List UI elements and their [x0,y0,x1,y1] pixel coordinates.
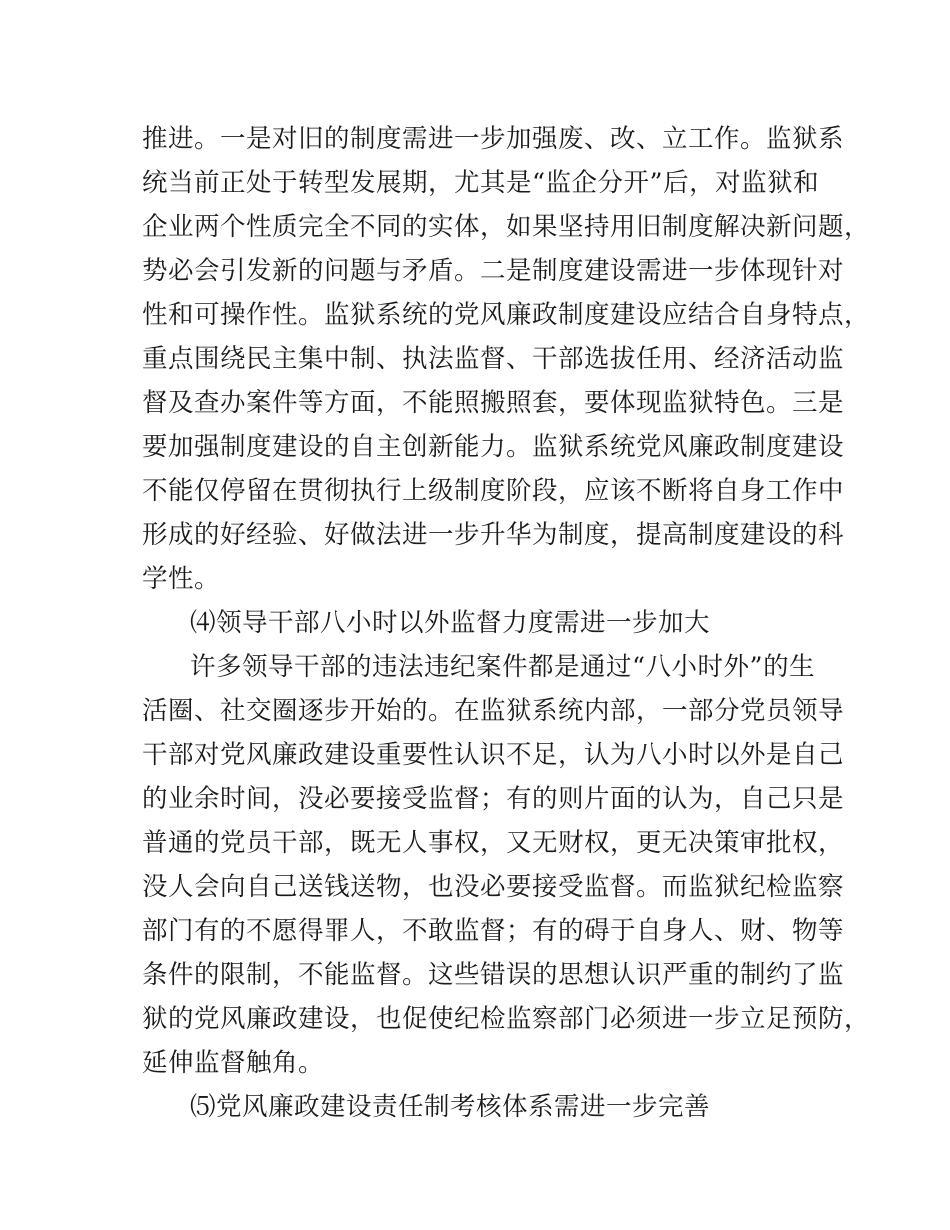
body-text-line: 干部对党风廉政建设重要性认识不足，认为八小时以外是自己 [142,740,845,770]
paragraph-first-line: 许多领导干部的违法违纪案件都是通过“八小时外”的生 [190,652,816,682]
body-text-line: 督及查办案件等方面，不能照搬照套，要体现监狱特色。三是 [142,388,845,418]
body-text-line: 延伸监督触角。 [142,1048,325,1078]
body-text-line: 重点围绕民主集中制、执法监督、干部选拔任用、经济活动监 [142,344,845,374]
body-text-line: 统当前正处于转型发展期，尤其是“监企分开”后，对监狱和 [142,168,820,198]
body-text-line: 形成的好经验、好做法进一步升华为制度，提高制度建设的科 [142,520,845,550]
body-text-line: 学性。 [142,564,221,594]
body-text-line: 条件的限制，不能监督。这些错误的思想认识严重的制约了监 [142,960,845,990]
body-text-line: 势必会引发新的问题与矛盾。二是制度建设需进一步体现针对 [142,256,845,286]
body-text-line: 企业两个性质完全不同的实体，如果坚持用旧制度解决新问题， [142,212,871,242]
body-text-line: 活圈、社交圈逐步开始的。在监狱系统内部，一部分党员领导 [142,696,845,726]
body-text-line: 的业余时间，没必要接受监督；有的则片面的认为，自己只是 [142,784,845,814]
body-text-line: 普通的党员干部，既无人事权，又无财权，更无决策审批权， [142,828,845,858]
body-text-line: 不能仅停留在贯彻执行上级制度阶段，应该不断将自身工作中 [142,476,845,506]
body-text-line: 性和可操作性。监狱系统的党风廉政制度建设应结合自身特点， [142,300,871,330]
body-text-line: 部门有的不愿得罪人，不敢监督；有的碍于自身人、财、物等 [142,916,845,946]
body-text-line: 狱的党风廉政建设，也促使纪检监察部门必须进一步立足预防， [142,1004,871,1034]
body-text-line: 推进。一是对旧的制度需进一步加强废、改、立工作。监狱系 [142,124,845,154]
body-text-line: 要加强制度建设的自主创新能力。监狱系统党风廉政制度建设 [142,432,845,462]
section-heading-5: ⑸党风廉政建设责任制考核体系需进一步完善 [190,1092,711,1122]
body-text-line: 没人会向自己送钱送物，也没必要接受监督。而监狱纪检监察 [142,872,845,902]
section-heading-4: ⑷领导干部八小时以外监督力度需进一步加大 [190,608,711,638]
